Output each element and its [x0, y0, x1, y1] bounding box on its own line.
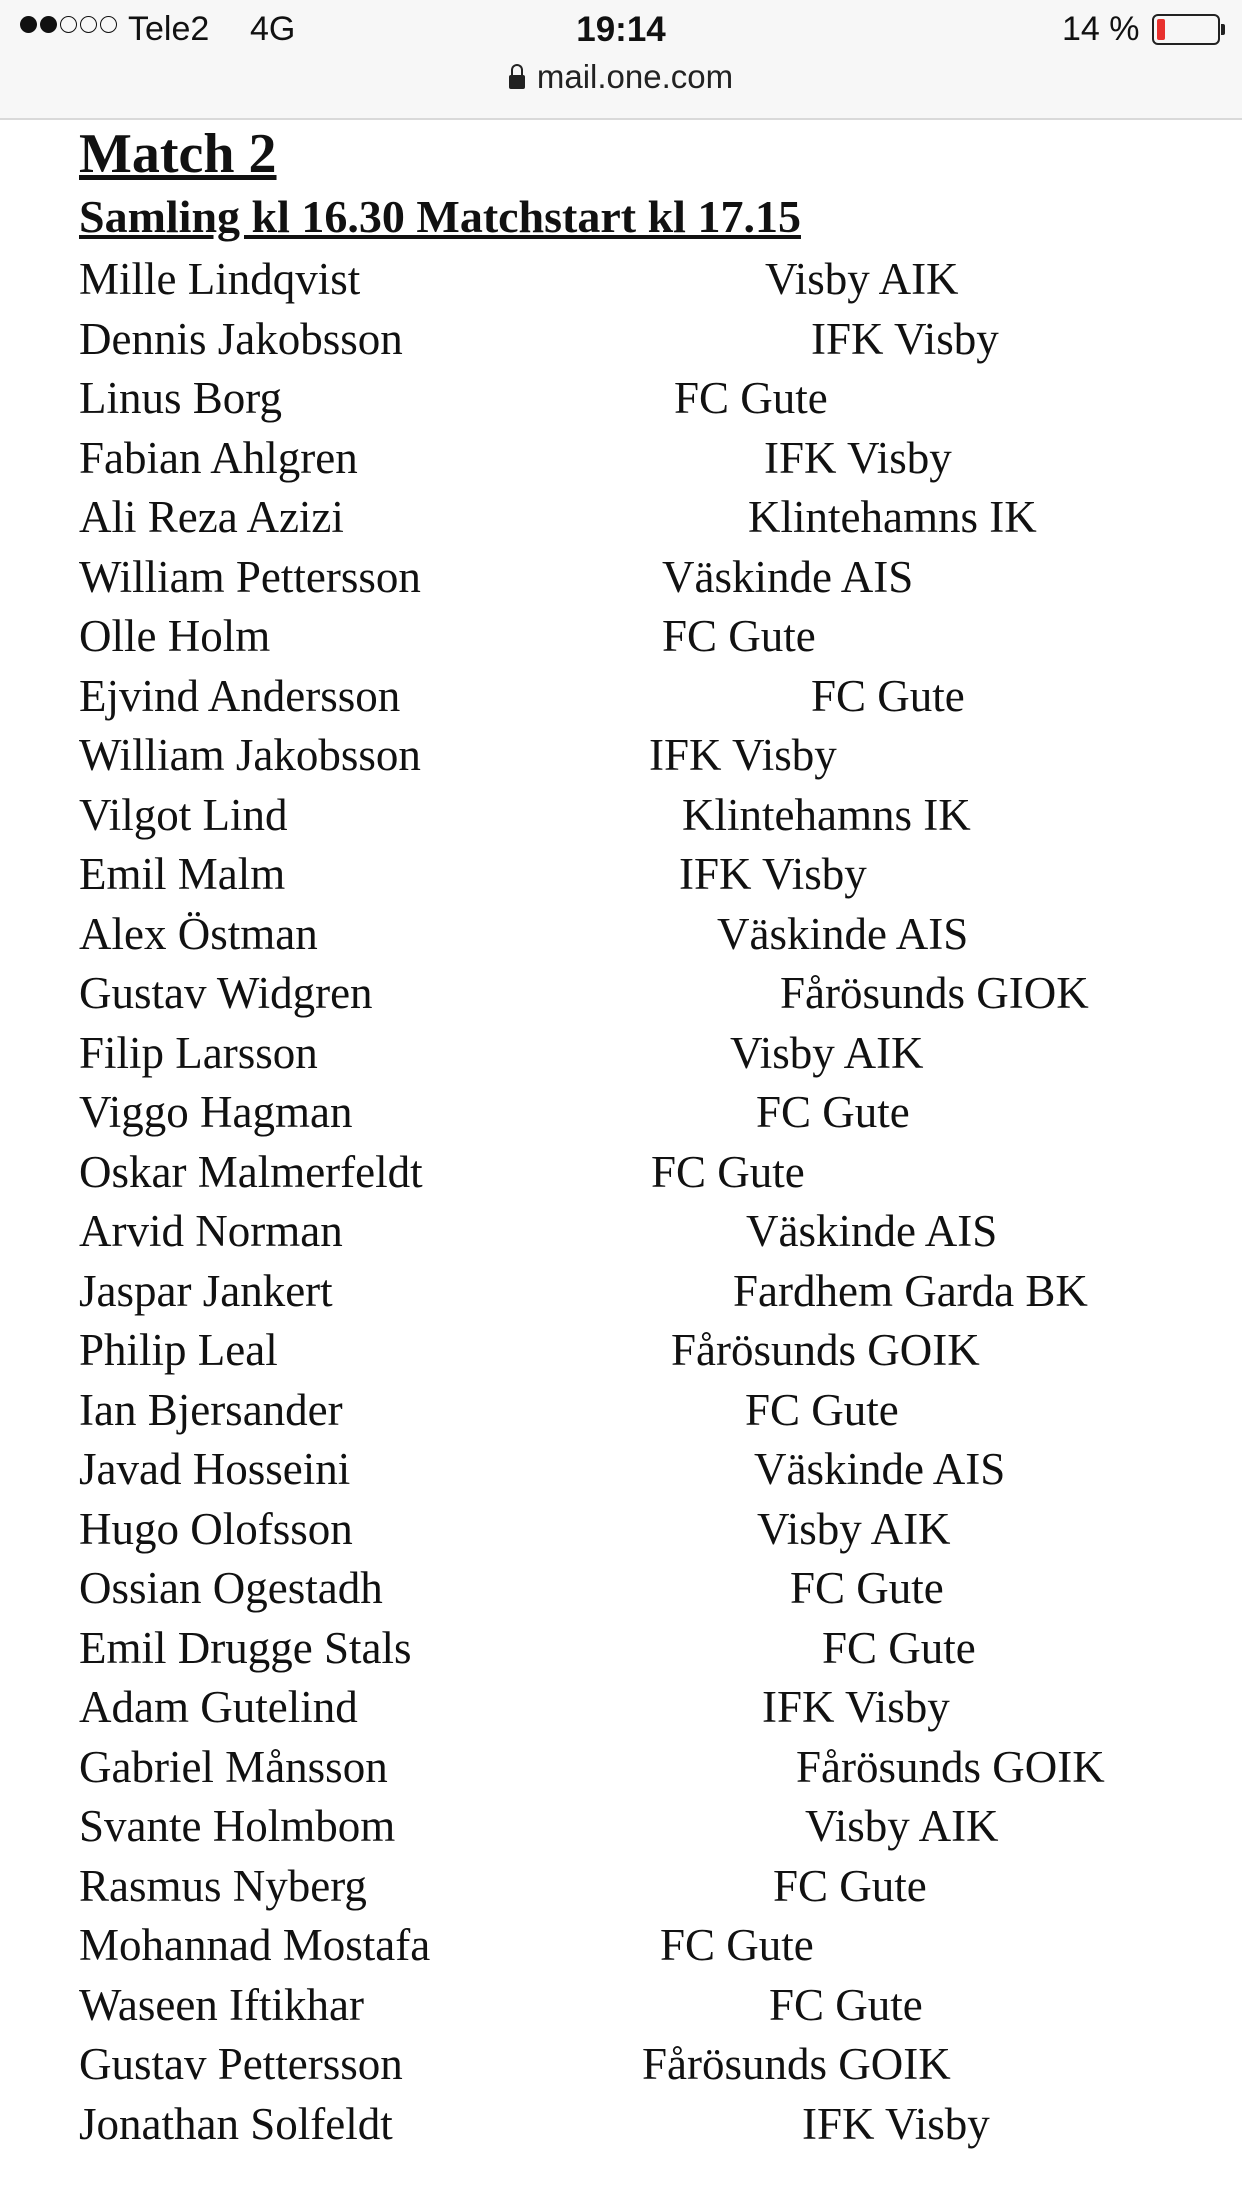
player-club: FC Gute: [651, 1146, 805, 1197]
lock-icon: [509, 75, 525, 89]
player-name: Emil Drugge Stals: [79, 1622, 412, 1673]
player-name: Arvid Norman: [79, 1206, 343, 1256]
player-row: [0, 848, 1242, 908]
player-row: [0, 1265, 1242, 1325]
player-row: [0, 1979, 1242, 2039]
player-club: IFK Visby: [811, 313, 999, 364]
battery-level-fill: [1157, 19, 1165, 40]
player-club: IFK Visby: [762, 1682, 950, 1732]
player-list: [0, 253, 1242, 2157]
player-name: Ejvind Andersson: [79, 670, 401, 721]
player-club: Väskinde AIS: [754, 1444, 1006, 1494]
player-name: Gustav Widgren: [79, 968, 373, 1018]
player-club: Klintehamns IK: [748, 492, 1037, 542]
player-club: IFK Visby: [649, 730, 837, 780]
player-row: [0, 908, 1242, 968]
player-row: [0, 1027, 1242, 1087]
player-row: [0, 1086, 1242, 1146]
player-club: Visby AIK: [765, 254, 959, 304]
player-name: Mille Lindqvist: [79, 254, 361, 304]
player-name: Fabian Ahlgren: [79, 432, 358, 483]
player-club: FC Gute: [756, 1087, 910, 1137]
player-name: Philip Leal: [79, 1325, 278, 1375]
player-name: Mohannad Mostafa: [79, 1920, 431, 1970]
player-row: [0, 1800, 1242, 1860]
url-text: mail.one.com: [536, 58, 734, 95]
player-club: Fårösunds GOIK: [642, 2039, 951, 2089]
status-time: 19:14: [576, 10, 666, 49]
player-name: Gabriel Månsson: [79, 1741, 388, 1792]
player-row: [0, 670, 1242, 730]
network-type: 4G: [250, 10, 296, 48]
match-title: Match 2: [79, 123, 277, 185]
player-row: [0, 1443, 1242, 1503]
player-name: Rasmus Nyberg: [79, 1860, 367, 1911]
player-row: [0, 1205, 1242, 1265]
player-name: Filip Larsson: [79, 1027, 318, 1078]
address-bar[interactable]: [0, 58, 1242, 96]
player-name: Alex Östman: [79, 908, 318, 959]
player-row: [0, 1860, 1242, 1920]
player-club: IFK Visby: [679, 849, 867, 899]
player-club: Väskinde AIS: [662, 551, 914, 602]
player-name: Jonathan Solfeldt: [79, 2098, 393, 2149]
session-times: Samling kl 16.30 Matchstart kl 17.15: [79, 191, 801, 242]
player-name: Gustav Pettersson: [79, 2039, 403, 2089]
player-club: FC Gute: [769, 1979, 923, 2030]
player-name: Hugo Olofsson: [79, 1503, 353, 1554]
player-club: FC Gute: [674, 373, 828, 423]
player-name: Waseen Iftikhar: [79, 1979, 364, 2030]
player-row: [0, 491, 1242, 551]
player-name: Viggo Hagman: [79, 1087, 353, 1137]
player-name: Ali Reza Azizi: [79, 492, 344, 542]
battery-tip: [1221, 24, 1225, 35]
player-row: [0, 372, 1242, 432]
player-row: [0, 313, 1242, 373]
player-row: [0, 729, 1242, 789]
player-name: Oskar Malmerfeldt: [79, 1146, 423, 1197]
player-club: FC Gute: [811, 670, 965, 721]
player-name: Emil Malm: [79, 849, 286, 899]
browser-top-bar: [0, 0, 1242, 120]
player-row: [0, 253, 1242, 313]
player-row: [0, 2038, 1242, 2098]
player-row: [0, 2098, 1242, 2158]
player-row: [0, 1384, 1242, 1444]
player-name: William Jakobsson: [79, 730, 421, 780]
player-club: FC Gute: [790, 1563, 944, 1613]
player-name: Svante Holmbom: [79, 1801, 396, 1851]
player-club: Fårösunds GIOK: [780, 968, 1089, 1018]
player-name: Adam Gutelind: [79, 1682, 358, 1732]
player-club: FC Gute: [662, 611, 816, 661]
player-row: [0, 1324, 1242, 1384]
player-club: IFK Visby: [764, 432, 952, 483]
player-name: Linus Borg: [79, 373, 282, 423]
player-club: FC Gute: [745, 1384, 899, 1435]
player-name: Ian Bjersander: [79, 1384, 343, 1435]
player-row: [0, 1681, 1242, 1741]
player-name: William Pettersson: [79, 551, 421, 602]
player-name: Dennis Jakobsson: [79, 313, 403, 364]
player-row: [0, 789, 1242, 849]
player-row: [0, 1622, 1242, 1682]
battery-percentage: 14 %: [1062, 10, 1140, 48]
player-name: Olle Holm: [79, 611, 271, 661]
player-row: [0, 1919, 1242, 1979]
player-club: Väskinde AIS: [717, 908, 969, 959]
player-club: FC Gute: [822, 1622, 976, 1673]
player-name: Javad Hosseini: [79, 1444, 351, 1494]
player-club: Väskinde AIS: [746, 1206, 998, 1256]
player-club: FC Gute: [660, 1920, 814, 1970]
player-row: [0, 1503, 1242, 1563]
carrier-name: Tele2: [128, 10, 210, 48]
player-club: Fårösunds GOIK: [796, 1741, 1105, 1792]
player-name: Jaspar Jankert: [79, 1265, 333, 1316]
player-club: Visby AIK: [805, 1801, 999, 1851]
player-club: Fårösunds GOIK: [671, 1325, 980, 1375]
player-name: Vilgot Lind: [79, 789, 288, 840]
player-row: [0, 1741, 1242, 1801]
player-club: Fardhem Garda BK: [733, 1265, 1088, 1316]
player-name: Ossian Ogestadh: [79, 1563, 383, 1613]
player-row: [0, 967, 1242, 1027]
player-club: IFK Visby: [802, 2098, 990, 2149]
player-club: Visby AIK: [730, 1027, 924, 1078]
player-row: [0, 610, 1242, 670]
player-club: Visby AIK: [757, 1503, 951, 1554]
player-row: [0, 551, 1242, 611]
player-row: [0, 432, 1242, 492]
player-club: Klintehamns IK: [682, 789, 971, 840]
player-row: [0, 1562, 1242, 1622]
player-club: FC Gute: [773, 1860, 927, 1911]
battery-icon: [1152, 14, 1220, 45]
player-row: [0, 1146, 1242, 1206]
